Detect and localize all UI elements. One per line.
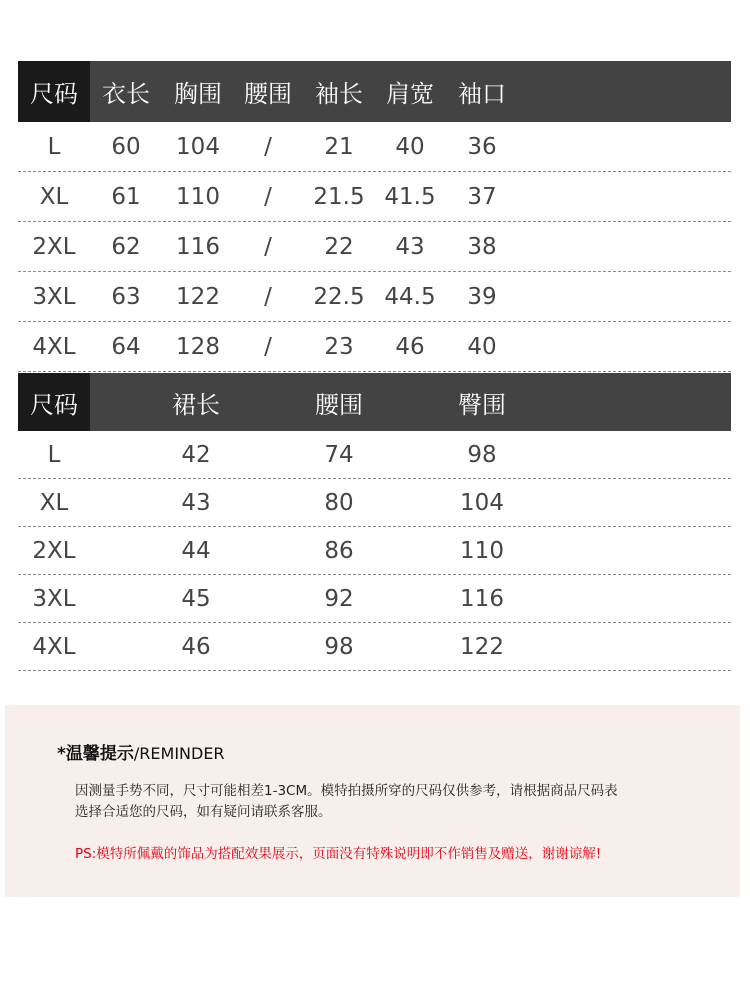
cell-hip: 104: [460, 489, 504, 516]
cell-waist: /: [264, 233, 272, 260]
reminder-line-1: 因测量手势不同，尺寸可能相差1-3CM。模特拍摄所穿的尺码仅供参考，请根据商品尺码表: [75, 783, 618, 799]
reminder-title-bold: *温馨提示: [57, 744, 134, 764]
header-shoulder: 肩宽: [386, 80, 434, 108]
reminder-ps-note: PS:模特所佩戴的饰品为搭配效果展示，页面没有特殊说明即不作销售及赠送，谢谢谅解!: [75, 846, 602, 862]
cell-length: 61: [111, 183, 141, 210]
cell-sleeve: 23: [324, 333, 354, 360]
cell-waist: 86: [324, 537, 354, 564]
cell-waist: /: [264, 133, 272, 160]
cell-size: 3XL: [32, 283, 76, 310]
reminder-title-en: /REMINDER: [133, 744, 225, 763]
cell-skirt-length: 43: [181, 489, 211, 516]
cell-size: XL: [39, 183, 69, 210]
cell-waist: /: [264, 183, 272, 210]
cell-size: 2XL: [32, 233, 76, 260]
header-cuff: 袖口: [458, 80, 506, 108]
cell-skirt-length: 46: [181, 633, 211, 660]
cell-sleeve: 21.5: [313, 183, 365, 210]
table-row: [18, 623, 731, 671]
cell-cuff: 37: [467, 183, 497, 210]
cell-skirt-length: 44: [181, 537, 211, 564]
top-size-table: [18, 61, 731, 372]
cell-cuff: 36: [467, 133, 497, 160]
cell-sleeve: 22.5: [313, 283, 365, 310]
cell-chest: 110: [176, 183, 220, 210]
cell-shoulder: 46: [395, 333, 425, 360]
header-hip: 臀围: [458, 390, 506, 419]
header-size: 尺码: [30, 80, 78, 108]
cell-length: 63: [111, 283, 141, 310]
cell-skirt-length: 45: [181, 585, 211, 612]
reminder-body: [75, 781, 695, 823]
cell-cuff: 40: [467, 333, 497, 360]
cell-sleeve: 21: [324, 133, 354, 160]
header-size: 尺码: [30, 390, 78, 419]
cell-shoulder: 44.5: [384, 283, 436, 310]
cell-waist: 98: [324, 633, 354, 660]
cell-waist: 80: [324, 489, 354, 516]
reminder-box: [5, 705, 740, 897]
cell-sleeve: 22: [324, 233, 354, 260]
cell-chest: 104: [176, 133, 220, 160]
table-row: [18, 272, 731, 322]
cell-skirt-length: 42: [181, 441, 211, 468]
cell-hip: 98: [467, 441, 497, 468]
header-waist: 腰围: [244, 80, 292, 108]
reminder-title: [57, 739, 225, 764]
table-row: [18, 122, 731, 172]
cell-chest: 128: [176, 333, 220, 360]
table-header: [18, 61, 731, 122]
skirt-size-table: [18, 373, 731, 671]
cell-shoulder: 43: [395, 233, 425, 260]
cell-waist: /: [264, 283, 272, 310]
cell-cuff: 38: [467, 233, 497, 260]
cell-size: XL: [39, 489, 69, 516]
cell-size: 3XL: [32, 585, 76, 612]
table-row: [18, 479, 731, 527]
table-row: [18, 222, 731, 272]
cell-shoulder: 40: [395, 133, 425, 160]
cell-hip: 110: [460, 537, 504, 564]
cell-hip: 122: [460, 633, 504, 660]
table-row: [18, 322, 731, 372]
table-row: [18, 431, 731, 479]
table-row: [18, 172, 731, 222]
cell-waist: /: [264, 333, 272, 360]
header-chest: 胸围: [174, 80, 222, 108]
cell-cuff: 39: [467, 283, 497, 310]
cell-chest: 116: [176, 233, 220, 260]
header-sleeve: 袖长: [315, 80, 363, 108]
reminder-line-2: 选择合适您的尺码，如有疑问请联系客服。: [75, 804, 332, 820]
cell-size: 4XL: [32, 633, 76, 660]
cell-length: 62: [111, 233, 141, 260]
table-row: [18, 527, 731, 575]
cell-size: 2XL: [32, 537, 76, 564]
cell-size: L: [47, 133, 61, 160]
cell-waist: 74: [324, 441, 354, 468]
cell-length: 64: [111, 333, 141, 360]
cell-size: L: [47, 441, 61, 468]
cell-shoulder: 41.5: [384, 183, 436, 210]
cell-hip: 116: [460, 585, 504, 612]
cell-size: 4XL: [32, 333, 76, 360]
table-row: [18, 575, 731, 623]
header-skirt-length: 裙长: [172, 390, 220, 419]
header-waist: 腰围: [315, 390, 363, 419]
table-header: [18, 373, 731, 431]
cell-length: 60: [111, 133, 141, 160]
cell-chest: 122: [176, 283, 220, 310]
header-length: 衣长: [102, 80, 150, 108]
cell-waist: 92: [324, 585, 354, 612]
